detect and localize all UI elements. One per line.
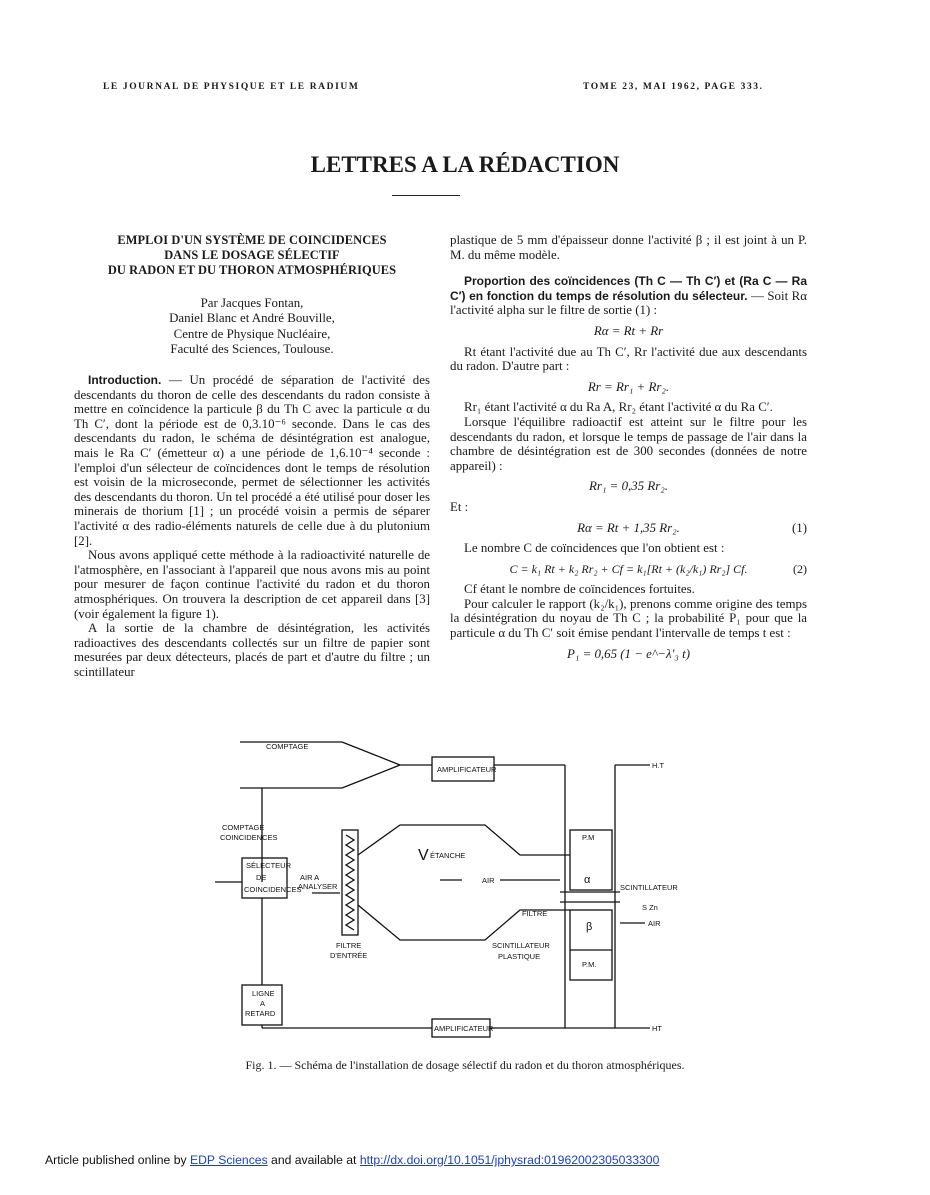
- label: AIR: [648, 919, 661, 928]
- equation-number: (2): [793, 561, 807, 576]
- label: LIGNE: [252, 989, 275, 998]
- label: S Zn: [642, 903, 658, 912]
- paragraph-text: — Soit Rα l'activité alpha sur le filtre de sortie (1) :: [450, 288, 807, 318]
- label: COINCIDENCES: [220, 833, 278, 842]
- equation-1: [450, 521, 807, 536]
- label: COINCIDENCES: [244, 885, 302, 894]
- paragraph-proportion: [450, 274, 807, 318]
- proportion-heading: Proportion des coïncidences (Th C — Th C′) et (Ra C — Ra C′) en fonction du temps de résolution du sélecteur.: [450, 274, 807, 303]
- author-line: Par Jacques Fontan,: [200, 296, 304, 310]
- et-label: Et :: [450, 499, 469, 514]
- equation: Rα = Rt + Rr: [593, 323, 664, 338]
- label: FILTRE: [336, 941, 362, 950]
- affiliation-line: Faculté des Sciences, Toulouse.: [170, 341, 334, 356]
- label: H.T: [652, 761, 665, 770]
- equation: Rr = Rr₁ + Rr₂.: [587, 379, 670, 394]
- left-column: [74, 233, 430, 679]
- label: AMPLIFICATEUR: [437, 765, 497, 774]
- equation-number: (1): [791, 520, 807, 535]
- footer-middle: and available at: [267, 1153, 360, 1167]
- figure-line: [342, 742, 400, 765]
- label: ÉTANCHE: [430, 851, 466, 860]
- label: COMPTAGE: [222, 823, 265, 832]
- article-title: [74, 233, 430, 278]
- label: COMPTAGE: [266, 742, 309, 751]
- introduction-heading: Introduction.: [88, 373, 162, 387]
- authors: [74, 296, 430, 356]
- label: AIR A: [300, 873, 320, 882]
- label: β: [586, 921, 593, 933]
- filtre-zigzag: [346, 835, 354, 930]
- equation-text: Rα = Rt + 1,35 Rr₂.: [577, 520, 680, 535]
- footer-prefix: Article published online by: [45, 1153, 190, 1167]
- label: RETARD: [245, 1009, 276, 1018]
- label: FILTRE: [522, 909, 548, 918]
- label: P.M.: [582, 960, 597, 969]
- equation-text: C = k₁ Rt + k₂ Rr₂ + Cf = k₁[Rt + (k₂/k₁) Rr₂] Cf.: [509, 561, 748, 576]
- paragraph-text: — Un procédé de séparation de l'activité des descendants du thoron de celle des descendants du radon consiste à mettre en coïncidence la particule β du Th C avec la particule α du Th C′, dont la période est de 0,3.10⁻⁶ seconde. Dans le cas des descendants du radon, le schéma de désintégration est analogue, mais le Ra C′ (émetteur α) a une période de 1,6.10⁻⁴ seconde : l'emploi d'un sélecteur de coïncidences dont le temps de résolution est voisin de la microseconde, permet de sélectionner les activités des descendants du thoron. Un tel procédé a été utilisé pour doser les minerais de thorium [1] ; un procédé voisin a permis de séparer l'activité α des radio-éléments naturels de celle due à du plutonium [2].: [74, 373, 430, 548]
- equation: Rr₁ = 0,35 Rr₂.: [589, 479, 668, 494]
- title-divider: [392, 195, 460, 196]
- footer: [45, 1153, 659, 1167]
- figure-caption: Fig. 1. — Schéma de l'installation de dosage sélectif du radon et du thoron atmosphériques.: [245, 1058, 685, 1072]
- label: AIR: [482, 876, 495, 885]
- equation: P₁ = 0,65 (1 − e^−λ′₃ t): [566, 646, 690, 661]
- label: DE: [256, 873, 267, 882]
- article-title-line: EMPLOI D'UN SYSTÈME DE COINCIDENCES: [117, 233, 387, 247]
- label: HT: [652, 1024, 662, 1033]
- label: SÉLECTEUR: [246, 861, 292, 870]
- paragraph: Lorsque l'équilibre radioactif est atteint sur le filtre pour les descendants du radon, et lorsque le temps de passage de l'air dans la chambre de désintégration est de 300 secondes (données de notre appareil) :: [450, 414, 807, 473]
- paragraph-introduction: [74, 373, 430, 548]
- label: ANALYSER: [298, 882, 338, 891]
- doi-link[interactable]: http://dx.doi.org/10.1051/jphysrad:01962002305033300: [359, 1153, 660, 1167]
- paragraph: Cf étant le nombre de coïncidences fortuites.: [464, 582, 695, 597]
- label: A: [260, 999, 266, 1008]
- equation-2: [450, 562, 807, 577]
- article-title-line: DANS LE DOSAGE SÉLECTIF: [164, 248, 340, 262]
- paragraph: Nous avons appliqué cette méthode à la radioactivité naturelle de l'atmosphère, en l'associant à l'appareil que nous avons mis au point pour mesurer de façon continue l'activité du radon et du thoron atmosphériques. On trouvera la description de cet appareil dans [3] (voir également la figure 1).: [74, 548, 430, 621]
- affiliation-line: Centre de Physique Nucléaire,: [173, 327, 331, 341]
- figure-line: [342, 765, 400, 788]
- label: V: [418, 847, 429, 864]
- paragraph: Rt étant l'activité due au Th C′, Rr l'activité due aux descendants du radon. D'autre part :: [450, 344, 807, 374]
- label: AMPLIFICATEUR: [434, 1024, 494, 1033]
- paragraph: Le nombre C de coïncidences que l'on obtient est :: [464, 541, 725, 556]
- running-header-issue: TOME 23, MAI 1962, PAGE 333.: [583, 82, 764, 92]
- section-title: LETTRES A LA RÉDACTION: [310, 152, 620, 177]
- label: PLASTIQUE: [498, 952, 541, 961]
- author-line: Daniel Blanc et André Bouville,: [169, 310, 335, 325]
- edp-sciences-link[interactable]: EDP Sciences: [189, 1153, 268, 1167]
- right-column: [450, 233, 807, 667]
- paragraph: Rr₁ étant l'activité α du Ra A, Rr₂ étant l'activité α du Ra C′.: [464, 400, 773, 415]
- paragraph: A la sortie de la chambre de désintégration, les activités radioactives des descendants collectés sur un filtre de papier sont mesurées par deux détecteurs, placés de part et d'autre du filtre ; un scintillateur: [74, 621, 430, 679]
- label: SCINTILLATEUR: [492, 941, 550, 950]
- figure-1-schematic: [200, 740, 690, 1050]
- label: SCINTILLATEUR: [620, 883, 678, 892]
- label: P.M: [582, 833, 595, 842]
- paragraph: Pour calculer le rapport (k₂/k₁), prenons comme origine des temps la désintégration du noyau de Th C ; la probabilité P₁ pour que la particule α du Th C′ soit émise pendant l'intervalle de temps t est :: [450, 596, 807, 641]
- label: D'ENTRÉE: [330, 951, 368, 960]
- running-header-journal: LE JOURNAL DE PHYSIQUE ET LE RADIUM: [103, 82, 360, 92]
- label: α: [584, 874, 591, 886]
- paragraph: plastique de 5 mm d'épaisseur donne l'activité β ; il est joint à un P. M. du même modèle.: [450, 233, 807, 262]
- article-title-line: DU RADON ET DU THORON ATMOSPHÉRIQUES: [107, 263, 397, 277]
